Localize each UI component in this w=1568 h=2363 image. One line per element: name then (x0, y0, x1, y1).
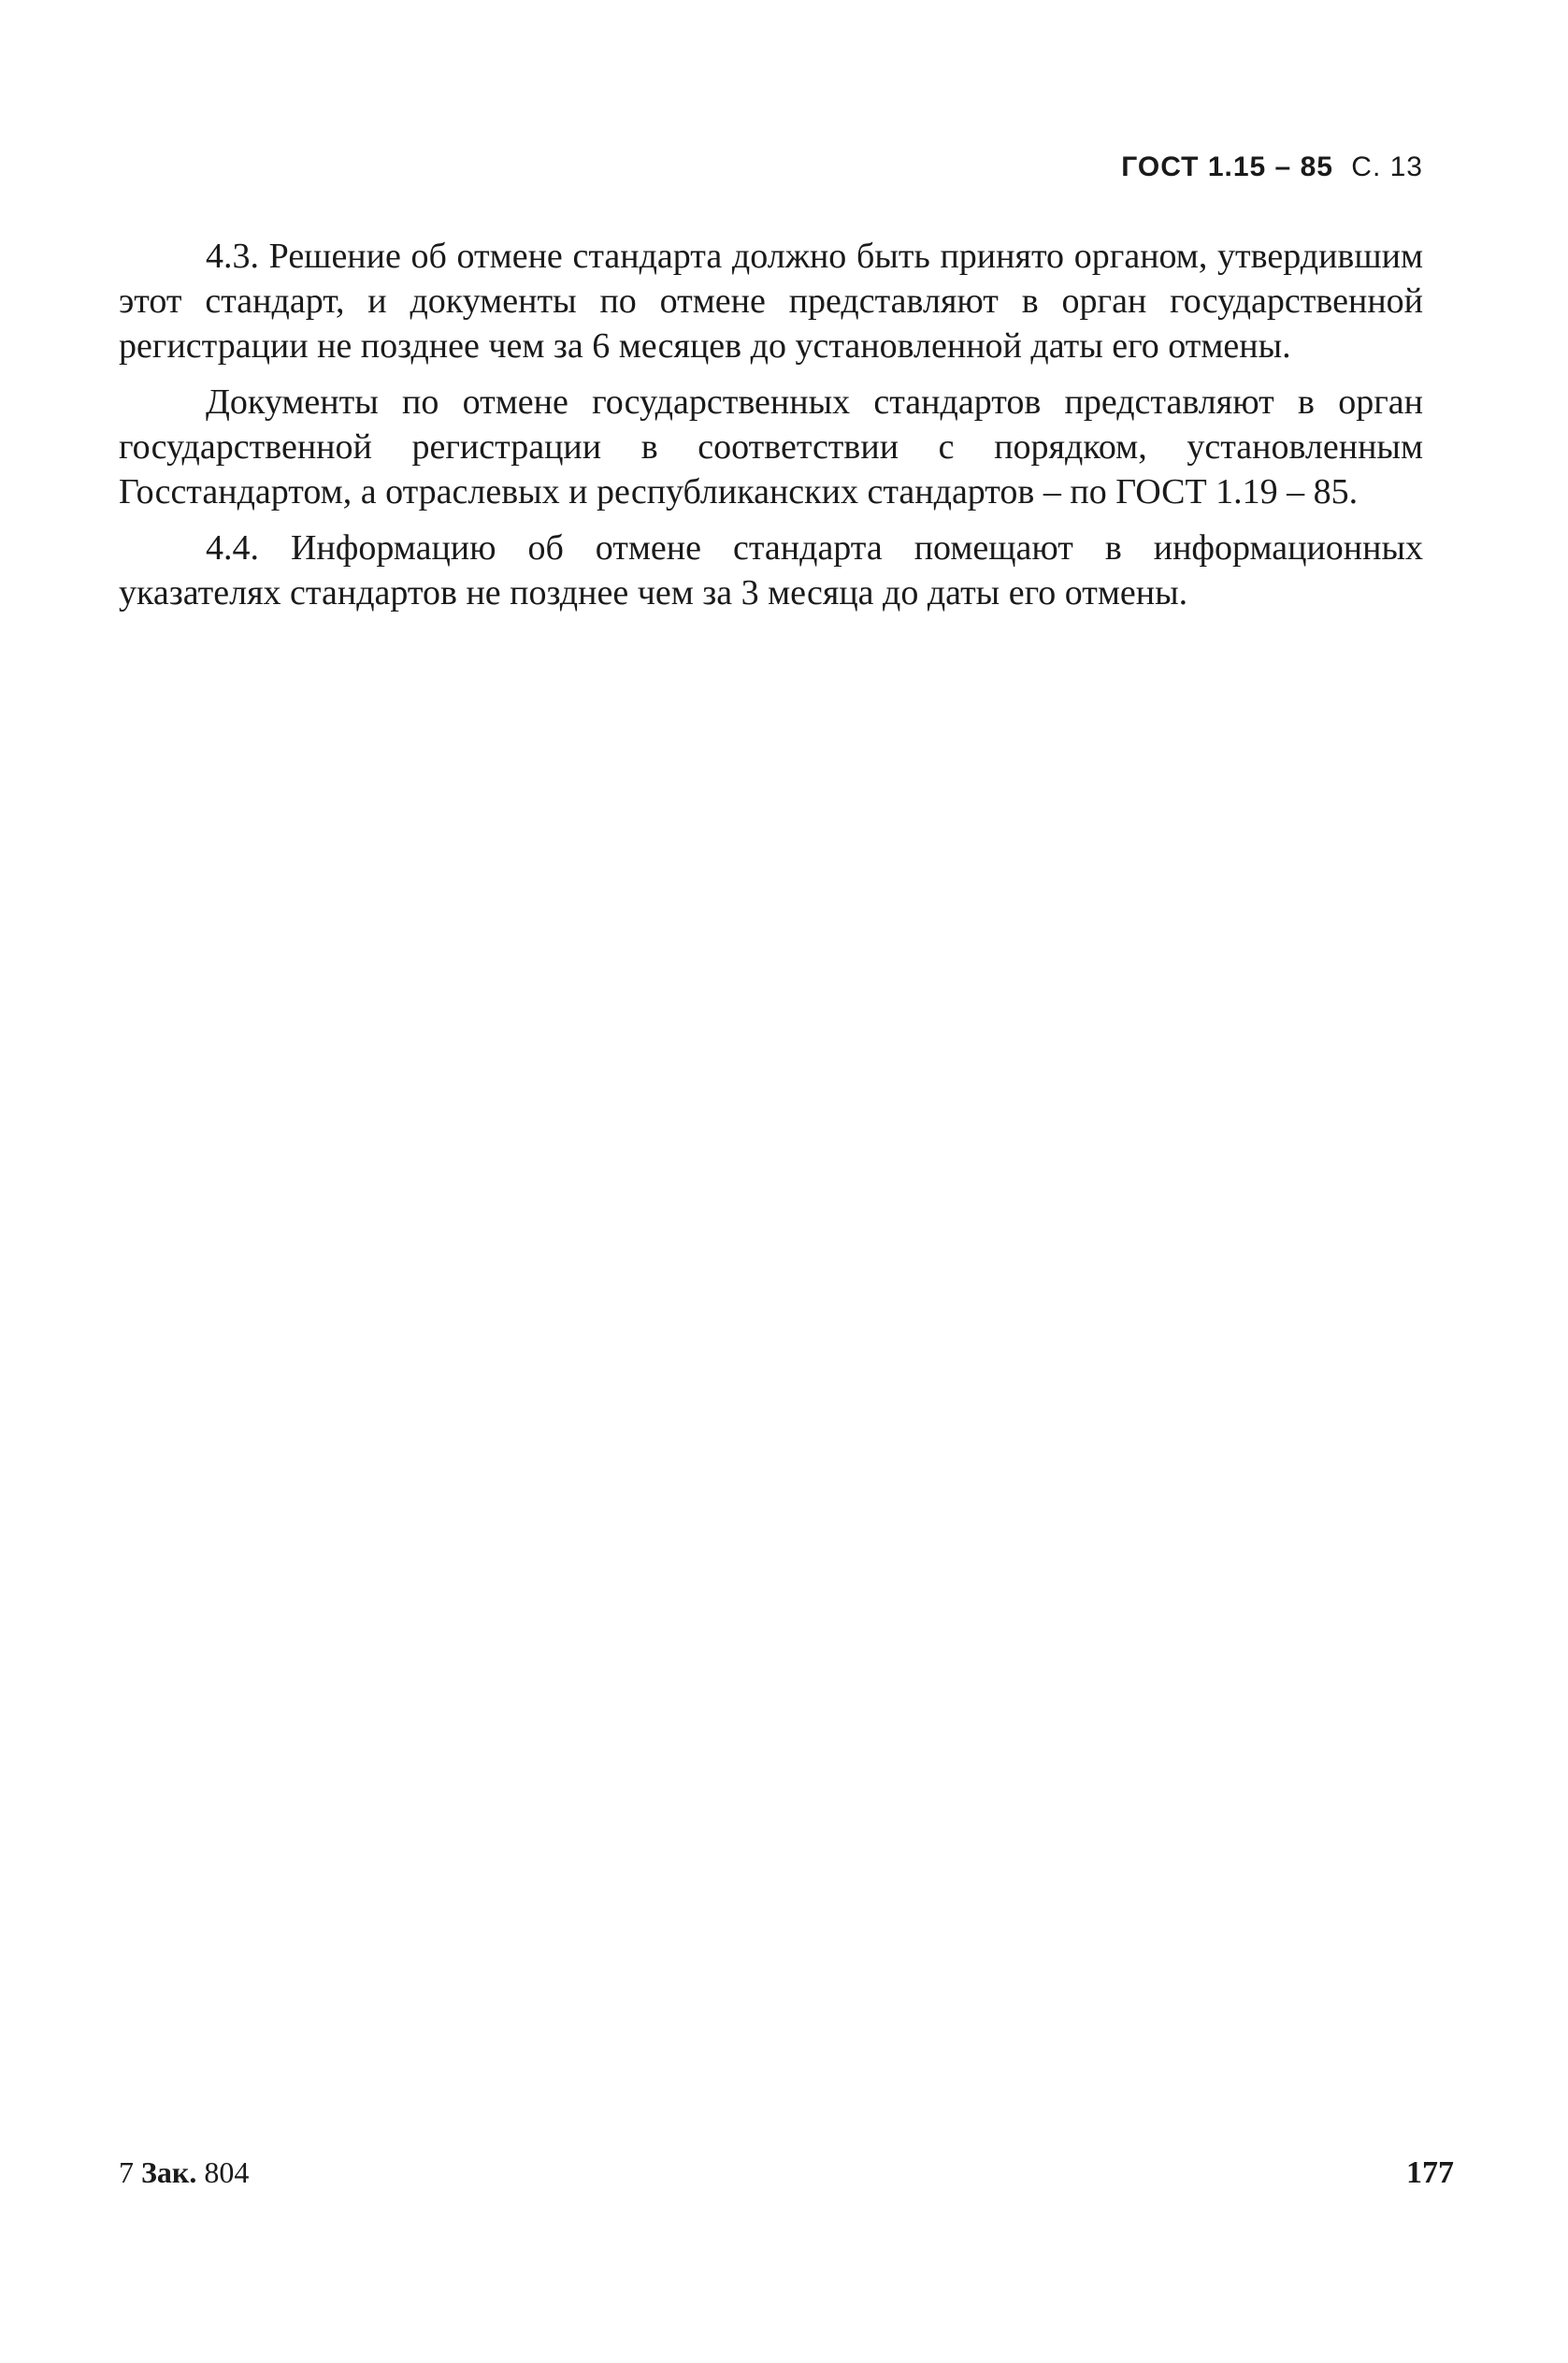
running-header (1121, 151, 1423, 183)
order-label: Зак. (141, 2155, 197, 2189)
order-number: 7 (119, 2155, 134, 2189)
standard-designation: ГОСТ 1.15 – 85 (1121, 151, 1333, 182)
paragraph-documents: Документы по отмене государственных стандартов представляют в орган государственной регистрации в соответствии с порядком, установленным Госстандартом, а отраслевых и республиканских стандартов – по ГОСТ 1.19 – 85. (119, 382, 1423, 512)
page-number: 177 (1406, 2155, 1454, 2190)
footer-order-info (119, 2155, 249, 2190)
paragraph-4-4: 4.4. Информацию об отмене стандарта помещают в информационных указателях стандартов не позднее чем за 3 месяца до даты его отмены. (119, 528, 1423, 612)
standard-page-ref: С. 13 (1351, 151, 1423, 182)
order-code: 804 (204, 2155, 250, 2189)
paragraph-4-3: 4.3. Решение об отмене стандарта должно быть принято органом, утвердившим этот стандарт, и документы по отмене представляют в орган государственной регистрации не позднее чем за 6 месяцев до установленной даты его отмены. (119, 237, 1423, 366)
document-body (119, 234, 1423, 627)
